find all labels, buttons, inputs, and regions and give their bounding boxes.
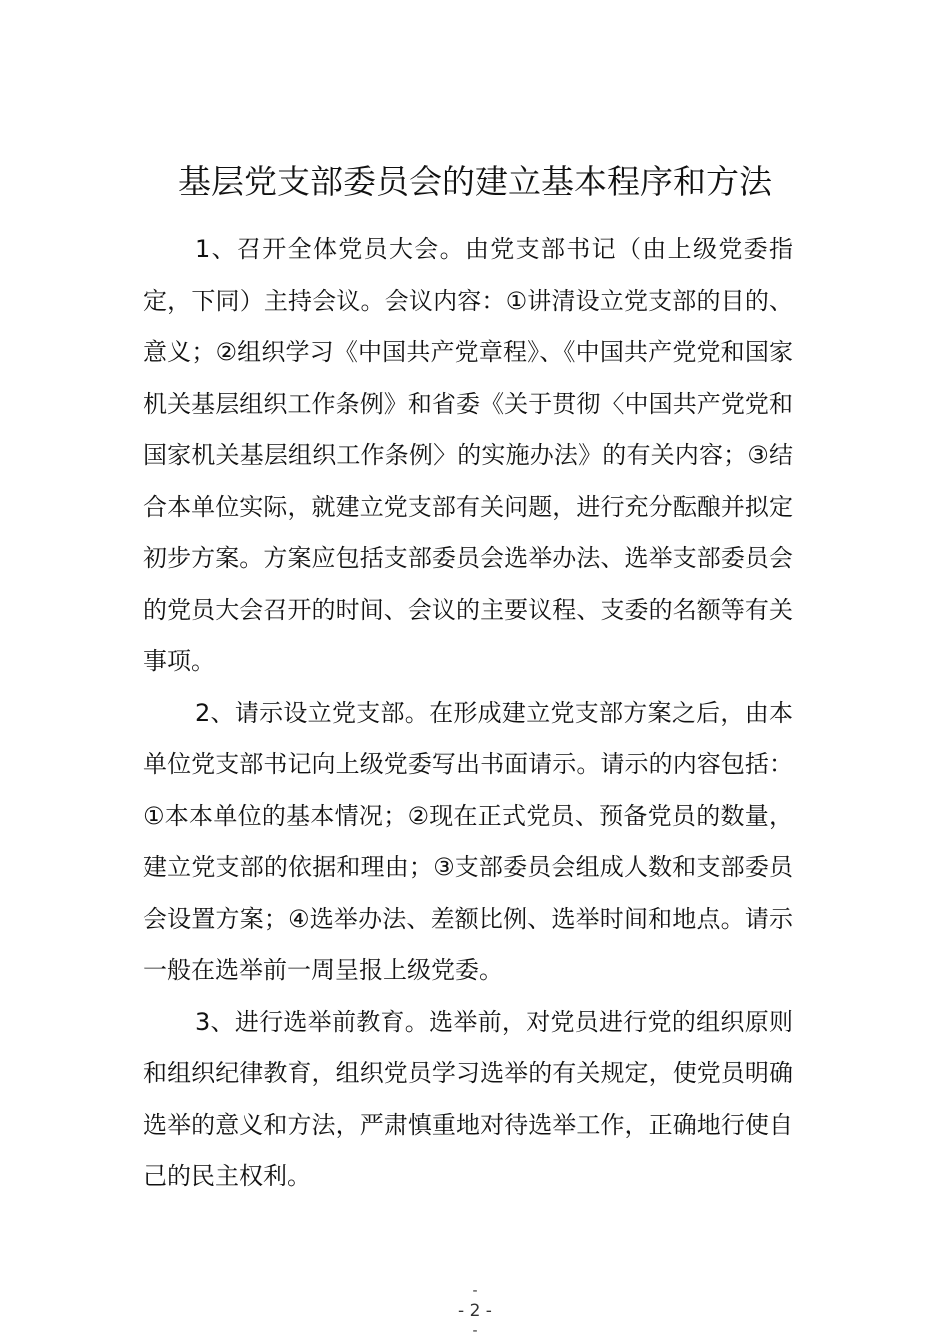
footer-dash-top: -	[472, 1283, 478, 1299]
page-number: - 2 -	[458, 1301, 492, 1321]
footer-dash-bottom: -	[472, 1323, 478, 1339]
paragraph-2: 2、请示设立党支部。在形成建立党支部方案之后，由本单位党支部书记向上级党委写出书面请示。请示的内容包括：①本本单位的基本情况；②现在正式党员、预备党员的数量，建立党支部的依据和理由；③支部委员会组成人数和支部委员会设置方案；④选举办法、差额比例、选举时间和地点。请示一般在选举前一周呈报上级党委。	[143, 698, 793, 984]
paragraph-1: 1、召开全体党员大会。由党支部书记（由上级党委指定，下同）主持会议。会议内容：①讲清设立党支部的目的、意义；②组织学习《中国共产党章程》、《中国共产党党和国家机关基层组织工作条例》和省委《关于贯彻〈中国共产党党和国家机关基层组织工作条例〉的实施办法》的有关内容；③结合本单位实际，就建立党支部有关问题，进行充分酝酿并拟定初步方案。方案应包括支部委员会选举办法、选举支部委员会的党员大会召开的时间、会议的主要议程、支委的名额等有关事项。	[143, 235, 793, 675]
paragraph-3: 3、进行选举前教育。选举前，对党员进行党的组织原则和组织纪律教育，组织党员学习选举的有关规定，使党员明确选举的意义和方法，严肃慎重地对待选举工作，正确地行使自己的民主权利。	[143, 1007, 793, 1190]
page-footer	[0, 1281, 950, 1341]
document-title: 基层党支部委员会的建立基本程序和方法	[178, 162, 772, 201]
document-body	[143, 224, 793, 1203]
